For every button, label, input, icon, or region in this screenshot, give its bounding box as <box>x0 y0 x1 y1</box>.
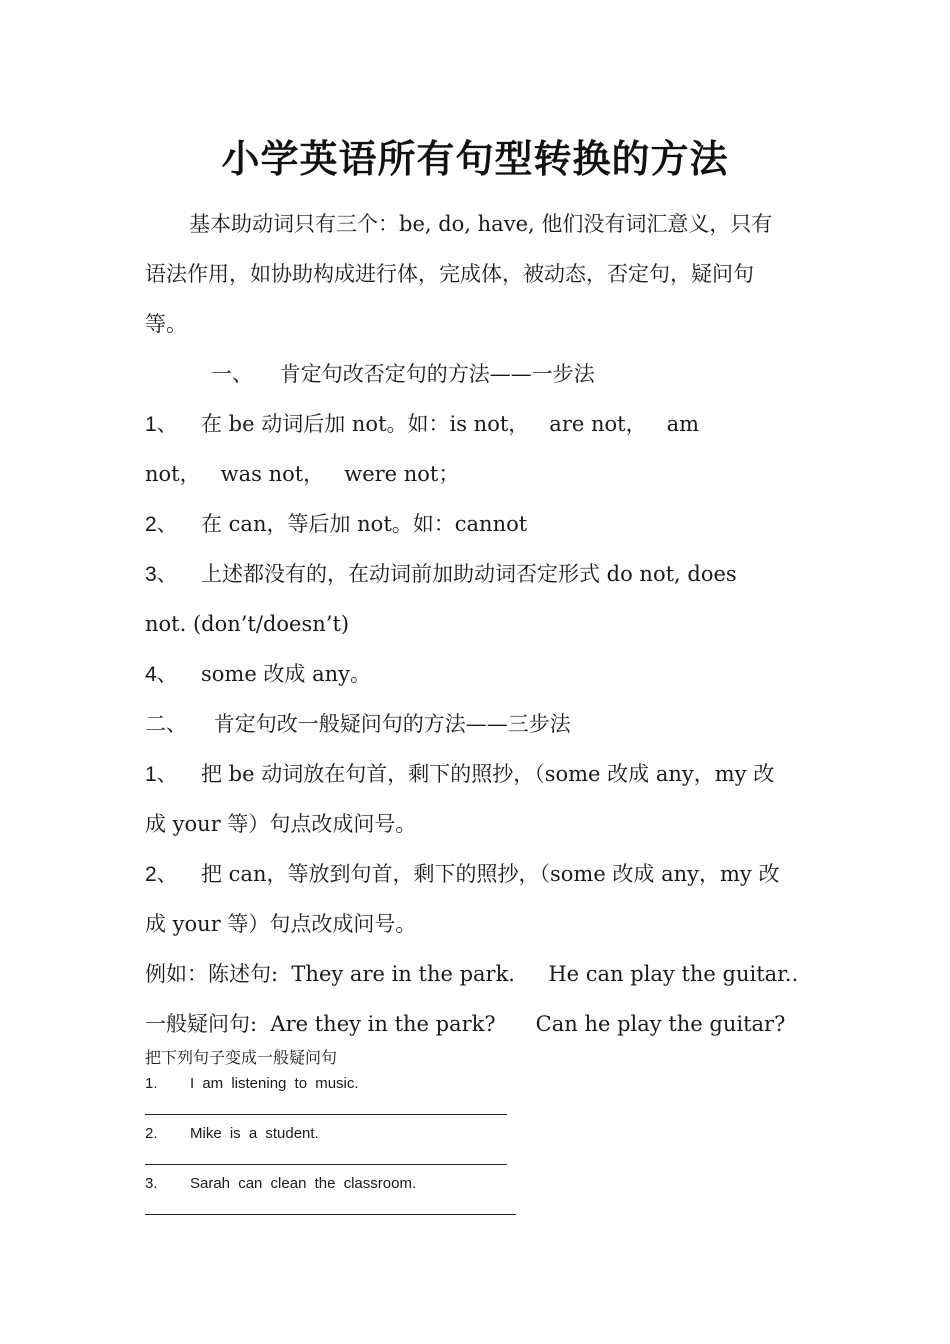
item-number: 3、 <box>145 563 178 586</box>
item-text: 上述都没有的，在动词前加助动词否定形式 do not, does <box>201 562 737 586</box>
section1-item-3-continued: not. (don’t/doesn’t) <box>145 612 350 636</box>
item-text: 把 can，等放到句首，剩下的照抄，（some 改成 any，my 改 <box>201 862 780 886</box>
exercise-sentence: I am listening to music. <box>190 1075 359 1092</box>
intro-line-3: 等。 <box>145 312 187 336</box>
item-number: 4、 <box>145 663 178 686</box>
item-number: 2、 <box>145 863 178 886</box>
answer-blank-1[interactable] <box>145 1114 507 1115</box>
example-statement: 例如：陈述句: They are in the park. He can play the guitar.. <box>145 962 799 986</box>
exercise-number: 1. <box>145 1075 158 1092</box>
exercise-item-1 <box>145 1073 359 1094</box>
exercise-number: 2. <box>145 1125 158 1142</box>
exercise-instruction: 把下列句子变成一般疑问句 <box>145 1048 338 1067</box>
item-number: 1、 <box>145 413 178 436</box>
intro-line-1: 基本助动词只有三个：be, do, have, 他们没有词汇意义，只有 <box>189 212 773 236</box>
intro-line-2: 语法作用，如协助构成进行体，完成体，被动态，否定句，疑问句 <box>145 262 754 286</box>
item-text: 在 be 动词后加 not。如：is not， are not， am <box>201 412 700 436</box>
section1-item-2 <box>145 510 527 539</box>
section1-item-4 <box>145 660 371 689</box>
section1-item-3 <box>145 560 737 589</box>
section2-heading: 二、 肯定句改一般疑问句的方法——三步法 <box>145 712 571 736</box>
section2-item-1-continued: 成 your 等）句点改成问号。 <box>145 812 417 836</box>
section2-item-1 <box>145 760 774 789</box>
item-text: 在 can，等后加 not。如：cannot <box>201 512 528 536</box>
section2-item-2-continued: 成 your 等）句点改成问号。 <box>145 912 417 936</box>
exercise-number: 3. <box>145 1175 158 1192</box>
item-number: 1、 <box>145 763 178 786</box>
example-question: 一般疑问句: Are they in the park? Can he play the guitar? <box>145 1012 786 1036</box>
item-text: some 改成 any。 <box>201 662 372 686</box>
exercise-item-2 <box>145 1123 319 1144</box>
document-title: 小学英语所有句型转换的方法 <box>221 136 729 181</box>
section2-item-2 <box>145 860 779 889</box>
exercise-sentence: Sarah can clean the classroom. <box>190 1175 417 1192</box>
exercise-sentence: Mike is a student. <box>190 1125 319 1142</box>
section1-item-1 <box>145 410 699 439</box>
item-number: 2、 <box>145 513 178 536</box>
exercise-item-3 <box>145 1173 416 1194</box>
section1-heading: 一、 肯定句改否定句的方法——一步法 <box>211 362 595 386</box>
section1-item-1-continued: not， was not， were not； <box>145 462 460 486</box>
item-text: 把 be 动词放在句首，剩下的照抄，（some 改成 any，my 改 <box>201 762 775 786</box>
answer-blank-3[interactable] <box>145 1214 516 1215</box>
answer-blank-2[interactable] <box>145 1164 507 1165</box>
